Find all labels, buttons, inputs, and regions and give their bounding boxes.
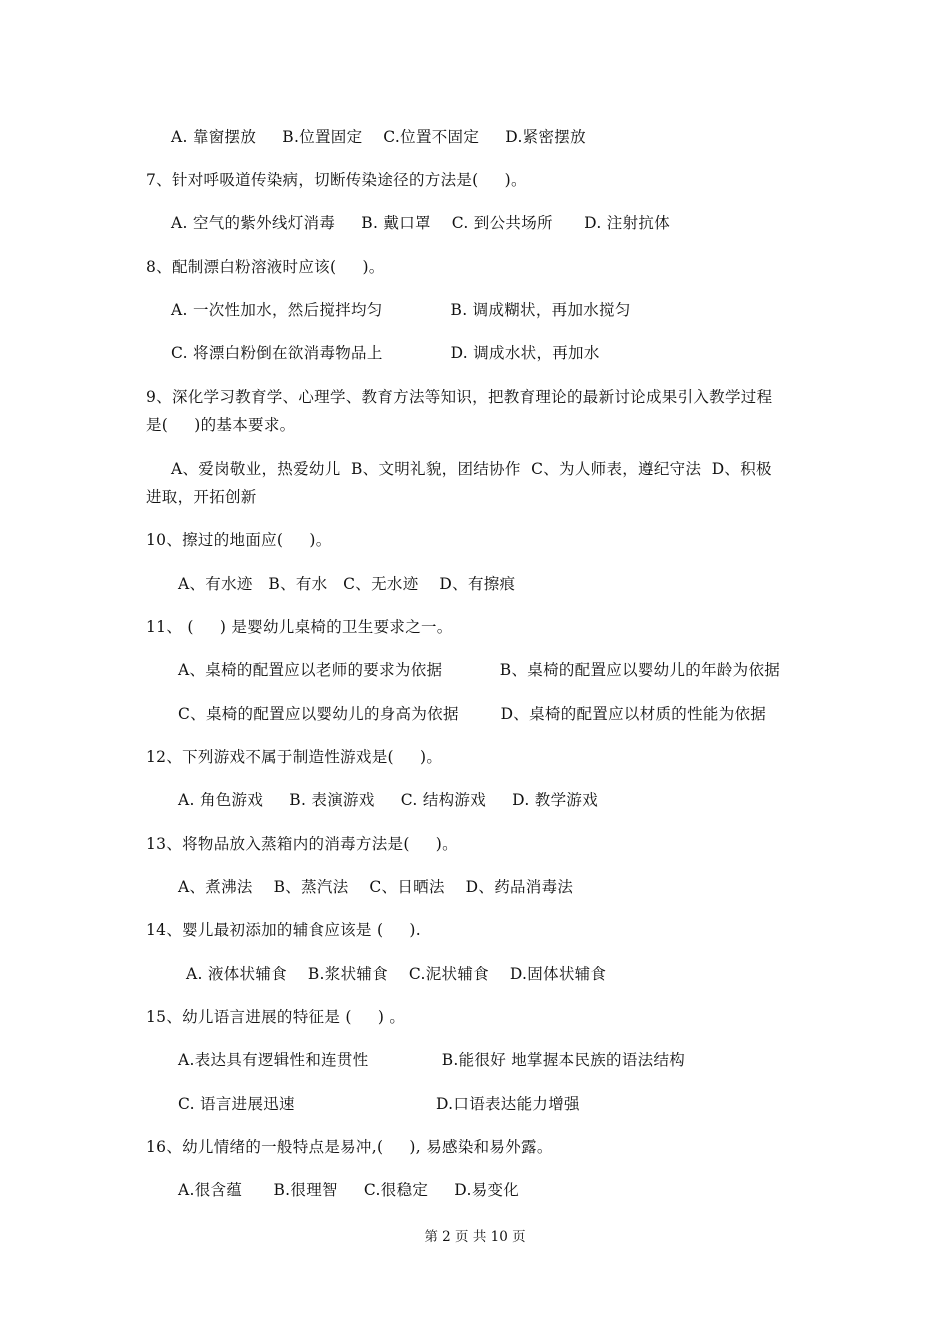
q10-options: A、有水迹 B、有水 C、无水迹 D、有擦痕 <box>178 575 516 593</box>
q14-question: 14、婴儿最初添加的辅食应该是 ( ). <box>146 921 422 939</box>
q9-options-line2: 进取，开拓创新 <box>146 488 257 506</box>
q15-options-cd: C. 语言进展迅速 D.口语表达能力增强 <box>178 1095 580 1113</box>
q9-question-line1: 9、深化学习教育学、心理学、教育方法等知识，把教育理论的最新讨论成果引入教学过程 <box>146 388 773 406</box>
q12-options: A. 角色游戏 B. 表演游戏 C. 结构游戏 D. 教学游戏 <box>178 791 598 809</box>
q16-question: 16、幼儿情绪的一般特点是易冲,( ), 易感染和易外露。 <box>146 1138 553 1156</box>
q13-question: 13、将物品放入蒸箱内的消毒方法是( )。 <box>146 835 458 853</box>
q9-options-line1: A、爱岗敬业，热爱幼儿 B、文明礼貌，团结协作 C、为人师表，遵纪守法 D、积极 <box>171 460 772 478</box>
q11-question: 11、 ( ) 是婴幼儿桌椅的卫生要求之一。 <box>146 618 453 636</box>
q14-options: A. 液体状辅食 B.浆状辅食 C.泥状辅食 D.固体状辅食 <box>186 965 607 983</box>
q11-options-cd: C、桌椅的配置应以婴幼儿的身高为依据 D、桌椅的配置应以材质的性能为依据 <box>178 705 767 723</box>
q13-options: A、煮沸法 B、蒸汽法 C、日晒法 D、药品消毒法 <box>178 878 574 896</box>
q7-options: A. 空气的紫外线灯消毒 B. 戴口罩 C. 到公共场所 D. 注射抗体 <box>171 214 670 232</box>
q10-question: 10、擦过的地面应( )。 <box>146 531 332 549</box>
q12-question: 12、下列游戏不属于制造性游戏是( )。 <box>146 748 443 766</box>
q7-question: 7、针对呼吸道传染病，切断传染途径的方法是( )。 <box>146 171 527 189</box>
q11-options-ab: A、桌椅的配置应以老师的要求为依据 B、桌椅的配置应以婴幼儿的年龄为依据 <box>178 661 781 679</box>
q16-options: A.很含蕴 B.很理智 C.很稳定 D.易变化 <box>178 1181 520 1199</box>
q8-options-cd: C. 将漂白粉倒在欲消毒物品上 D. 调成水状，再加水 <box>171 344 600 362</box>
q9-question-line2: 是( )的基本要求。 <box>146 416 296 434</box>
q15-question: 15、幼儿语言进展的特征是 ( ) 。 <box>146 1008 406 1026</box>
page-footer: 第 2 页 共 10 页 <box>424 1229 526 1245</box>
q6-options: A. 靠窗摆放 B.位置固定 C.位置不固定 D.紧密摆放 <box>171 128 586 146</box>
q8-question: 8、配制漂白粉溶液时应该( )。 <box>146 258 385 276</box>
q15-options-ab: A.表达具有逻辑性和连贯性 B.能很好 地掌握本民族的语法结构 <box>178 1051 686 1069</box>
q8-options-ab: A. 一次性加水，然后搅拌均匀 B. 调成糊状，再加水搅匀 <box>171 301 631 319</box>
